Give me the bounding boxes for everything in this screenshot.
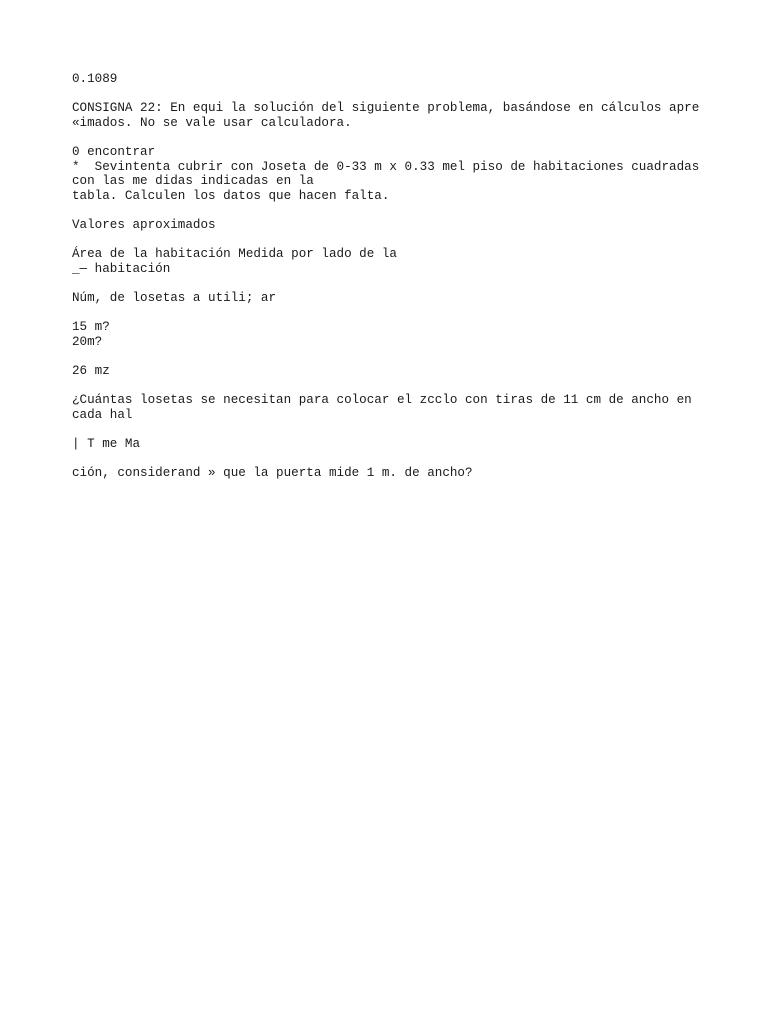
paragraph <box>72 364 712 379</box>
text-line: | T me Ma <box>72 436 141 451</box>
text-line: con las me didas indicadas en la <box>72 174 314 189</box>
text-line: ¿Cuántas losetas se necesitan para colocar el zcclo con tiras de 11 cm de ancho en <box>72 393 692 408</box>
text-line: tabla. Calculen los datos que hacen falta. <box>72 188 390 203</box>
paragraph <box>72 101 712 130</box>
paragraph <box>72 145 712 203</box>
paragraph <box>72 247 712 276</box>
text-line: * Sevintenta cubrir con Joseta de 0-33 m x 0.33 mel piso de habitaciones cuadradas <box>72 159 700 174</box>
paragraph <box>72 72 712 87</box>
text-line: cada hal <box>72 407 133 422</box>
paragraph <box>72 466 712 481</box>
text-line: 15 m? <box>72 320 110 335</box>
text-line: 0.1089 <box>72 72 118 86</box>
text-line: 0 encontrar <box>72 144 156 159</box>
document-text <box>72 72 712 495</box>
text-line: Núm, de losetas a utili; ar <box>72 290 277 305</box>
text-line: _— habitación <box>72 261 171 276</box>
text-line: CONSIGNA 22: En equi la solución del siguiente problema, basándose en cálculos apre <box>72 101 700 116</box>
paragraph <box>72 320 712 349</box>
text-line: «imados. No se vale usar calculadora. <box>72 115 352 130</box>
paragraph <box>72 218 712 233</box>
paragraph <box>72 291 712 306</box>
paragraph <box>72 437 712 452</box>
text-line: Valores aproximados <box>72 217 216 232</box>
paragraph <box>72 393 712 422</box>
text-line: 26 mz <box>72 363 110 378</box>
text-line: ción, considerand » que la puerta mide 1 m. de ancho? <box>72 466 473 481</box>
text-line: 20m? <box>72 334 103 349</box>
text-line: Área de la habitación Medida por lado de la <box>72 247 397 262</box>
